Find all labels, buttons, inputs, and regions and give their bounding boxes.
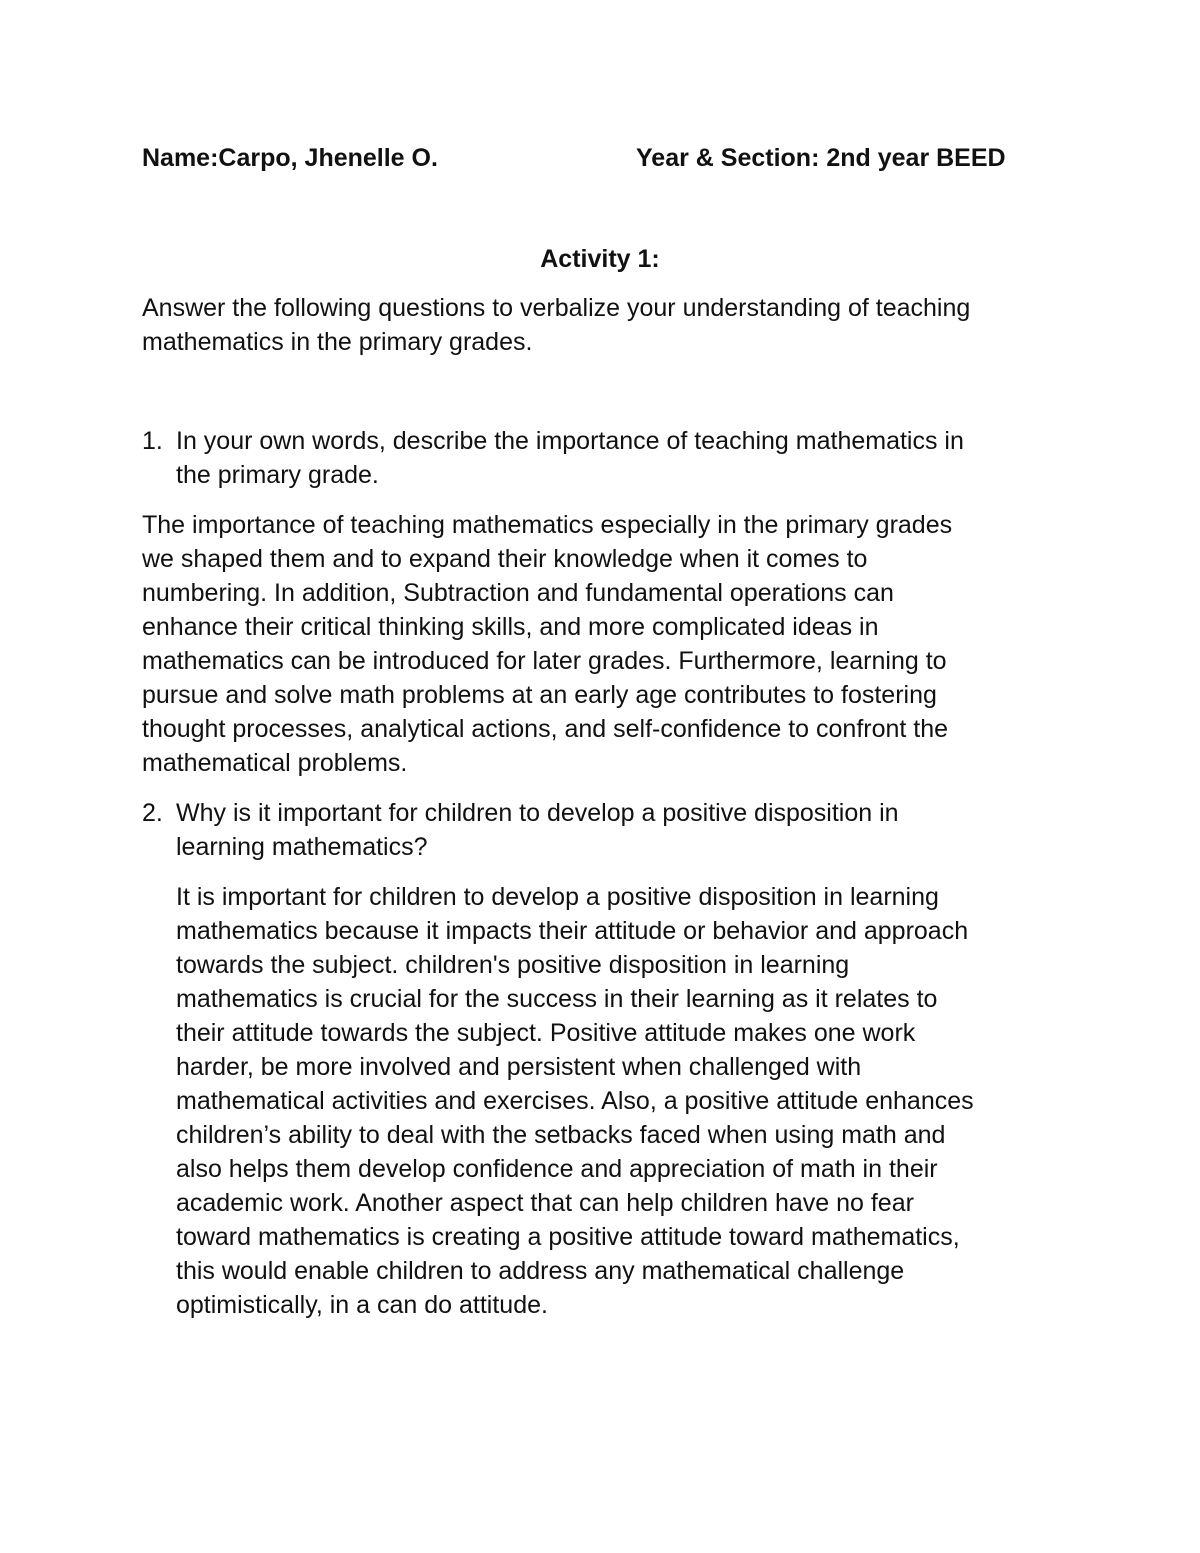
question-text (176, 424, 964, 492)
instructions (142, 291, 970, 359)
answer-line: numbering. In addition, Subtraction and fundamental operations can (142, 579, 894, 607)
question-number: 1. (142, 427, 163, 455)
answer-line: children’s ability to deal with the setbacks faced when using math and (176, 1121, 946, 1149)
answer-line: optimistically, in a can do attitude. (176, 1291, 548, 1319)
answer-line: mathematics can be introduced for later grades. Furthermore, learning to (142, 647, 947, 675)
student-name: Name:Carpo, Jhenelle O. (142, 144, 438, 172)
answer-line: mathematical activities and exercises. Also, a positive attitude enhances (176, 1087, 974, 1115)
question-line: Why is it important for children to develop a positive disposition in (176, 799, 899, 827)
answer-line: also helps them develop confidence and appreciation of math in their (176, 1155, 938, 1183)
activity-title: Activity 1: (540, 245, 660, 273)
question-line: In your own words, describe the importance of teaching mathematics in (176, 427, 964, 455)
answer-line: thought processes, analytical actions, and self-confidence to confront the (142, 715, 949, 743)
question-text (176, 796, 899, 864)
answer-2 (176, 880, 974, 1322)
question-number: 2. (142, 799, 163, 827)
question-line: the primary grade. (176, 461, 379, 489)
answer-line: their attitude towards the subject. Positive attitude makes one work (176, 1019, 916, 1047)
answer-line: mathematics is crucial for the success in their learning as it relates to (176, 985, 938, 1013)
question-line: learning mathematics? (176, 833, 428, 861)
answer-line: harder, be more involved and persistent when challenged with (176, 1053, 862, 1081)
answer-line: we shaped them and to expand their knowledge when it comes to (142, 545, 868, 573)
instructions-line: mathematics in the primary grades. (142, 328, 533, 356)
answer-line: toward mathematics is creating a positive attitude toward mathematics, (176, 1223, 960, 1251)
answer-line: enhance their critical thinking skills, and more complicated ideas in (142, 613, 879, 641)
answer-line: It is important for children to develop a positive disposition in learning (176, 883, 939, 911)
answer-line: The importance of teaching mathematics especially in the primary grades (142, 511, 953, 539)
answer-line: academic work. Another aspect that can help children have no fear (176, 1189, 914, 1217)
answer-1 (142, 508, 952, 780)
answer-line: this would enable children to address any mathematical challenge (176, 1257, 905, 1285)
document-header (142, 141, 1062, 175)
answer-line: towards the subject. children's positive disposition in learning (176, 951, 850, 979)
answer-line: pursue and solve math problems at an early age contributes to fostering (142, 681, 937, 709)
instructions-line: Answer the following questions to verbalize your understanding of teaching (142, 294, 971, 322)
answer-line: mathematics because it impacts their attitude or behavior and approach (176, 917, 969, 945)
year-section: Year & Section: 2nd year BEED (636, 144, 1006, 172)
answer-line: mathematical problems. (142, 749, 408, 777)
